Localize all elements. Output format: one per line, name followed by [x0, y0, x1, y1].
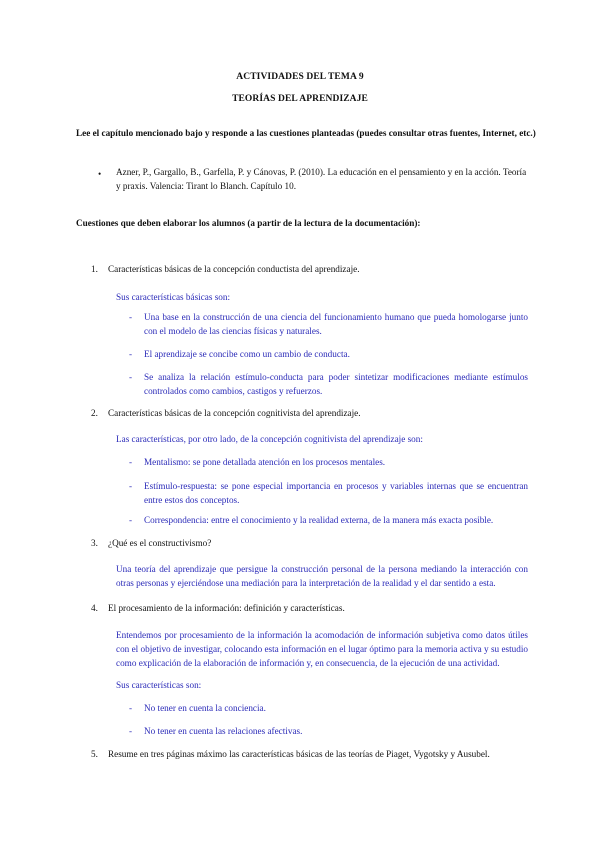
q2-intro: Las características, por otro lado, de la concepción cognitivista del aprendizaje son: — [116, 434, 423, 444]
q1-intro: Sus características básicas son: — [116, 292, 231, 302]
q1-item-1: Una base en la construcción de una ciencia del funcionamiento humano que pueda homologarse junto con el modelo de las ciencias físicas y naturales. — [144, 312, 528, 336]
q2-item-3: Correspondencia: entre el conocimiento y la realidad externa, de la manera más exacta posible. — [144, 515, 494, 525]
q5-number: 5. — [91, 749, 98, 759]
q2-text: Características básicas de la concepción cognitivista del aprendizaje. — [108, 408, 361, 418]
reference-bullet: • — [98, 169, 102, 179]
q3-number: 3. — [91, 538, 98, 548]
q1-item-2-dash: - — [129, 349, 133, 359]
q4-text: El procesamiento de la información: definición y características. — [108, 603, 345, 613]
q2-item-1: Mentalismo: se pone detallada atención en los procesos mentales. — [144, 457, 386, 467]
questions-heading: Cuestiones que deben elaborar los alumnos (a partir de la lectura de la documentación): — [76, 218, 421, 228]
q2-item-2: Estímulo-respuesta: se pone especial importancia en procesos y variables internas que se encuentran entre estos dos conceptos. — [144, 481, 528, 505]
q4-number: 4. — [91, 603, 98, 613]
q2-number: 2. — [91, 408, 98, 418]
q4-item-2-dash: - — [129, 726, 133, 736]
document-title: ACTIVIDADES DEL TEMA 9 — [236, 72, 364, 82]
document-subtitle: TEORÍAS DEL APRENDIZAJE — [232, 94, 368, 104]
q2-item-3-dash: - — [129, 515, 133, 525]
q4-item-1-dash: - — [129, 703, 133, 713]
q1-item-3-dash: - — [129, 372, 133, 382]
q1-item-2: El aprendizaje se concibe como un cambio de conducta. — [144, 349, 350, 359]
q4-item-1: No tener en cuenta la conciencia. — [144, 703, 266, 713]
q1-number: 1. — [91, 264, 98, 274]
q1-item-3: Se analiza la relación estímulo-conducta para poder sintetizar modificaciones mediante estímulos controlados como cambios, castigos y refuerzos. — [144, 372, 528, 396]
q5-text: Resume en tres páginas máximo las características básicas de las teorías de Piaget, Vygotsky y Ausubel. — [108, 749, 490, 759]
q3-text: ¿Qué es el constructivismo? — [108, 538, 212, 548]
q2-item-2-dash: - — [129, 481, 133, 491]
reference-text: Azner, P., Gargallo, B., Garfella, P. y Cánovas, P. (2010). La educación en el pensamiento y en la acción. Teoría y praxis. Valencia: Tirant lo Blanch. Capítulo 10. — [116, 167, 527, 191]
q1-text: Características básicas de la concepción conductista del aprendizaje. — [108, 264, 360, 274]
q4-answer: Entendemos por procesamiento de la información la acomodación de información subjetiva como datos útiles con el objetivo de investigar, colocando esta información en el lugar óptimo para la memoria activa y su estudio como explicación de la elaboración de información y, en consecuencia, de la ejecución de una actividad. — [116, 630, 528, 668]
instruction-text: Lee el capítulo mencionado bajo y responde a las cuestiones planteadas (puedes consultar otras fuentes, Internet, etc.) — [76, 128, 536, 138]
q4-item-2: No tener en cuenta las relaciones afectivas. — [144, 726, 303, 736]
q1-item-1-dash: - — [129, 312, 133, 322]
q4-intro: Sus características son: — [116, 680, 202, 690]
q2-item-1-dash: - — [129, 457, 133, 467]
q3-answer: Una teoría del aprendizaje que persigue la construcción personal de la persona mediando la interacción con otras personas y ejerciéndose una mediación para la interpretación de la realidad y el dar sentido a esta. — [116, 564, 528, 588]
